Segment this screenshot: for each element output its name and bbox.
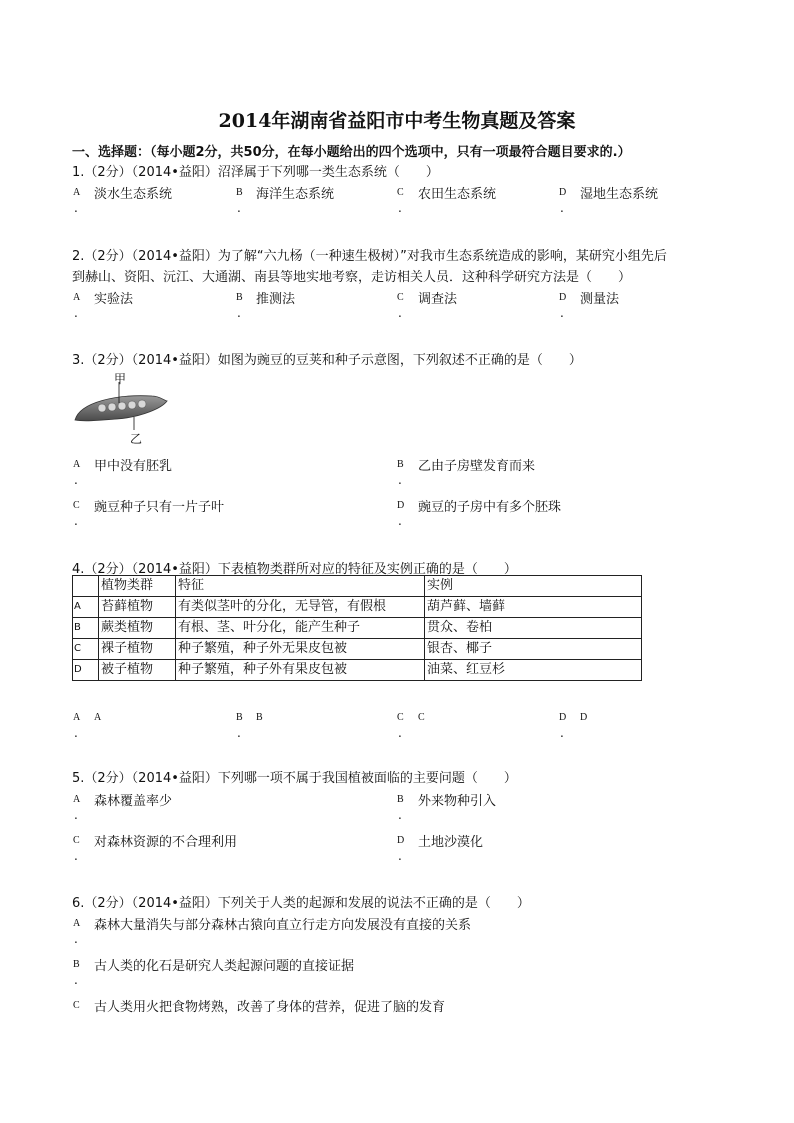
q4-option-c-letter: C bbox=[397, 712, 404, 723]
q6-option-a-letter: A bbox=[73, 918, 81, 929]
page-title: 2014年湖南省益阳市中考生物真题及答案 bbox=[218, 110, 576, 132]
table-header-row bbox=[73, 576, 642, 597]
row-example: 油菜、红豆杉 bbox=[425, 660, 642, 681]
table-header-group: 植物类群 bbox=[99, 576, 176, 597]
q5-option-c-letter: C bbox=[73, 835, 80, 846]
q5-stem: 5.（2分）（2014•益阳）下列哪一项不属于我国植被面临的主要问题（ ） bbox=[72, 771, 517, 786]
q3-option-c: 豌豆种子只有一片子叶 bbox=[94, 500, 225, 515]
row-example: 银杏、椰子 bbox=[425, 639, 642, 660]
q2-option-d-dot: . bbox=[560, 306, 564, 320]
q4-option-c-dot: . bbox=[398, 726, 402, 740]
q2-option-a-dot: . bbox=[74, 306, 78, 320]
q1-option-c: 农田生态系统 bbox=[418, 187, 497, 202]
q5-option-a-letter: A bbox=[73, 794, 81, 805]
q1-option-d: 湿地生态系统 bbox=[580, 187, 659, 202]
q3-option-d-letter: D bbox=[397, 500, 405, 511]
q3-option-b-letter: B bbox=[397, 459, 404, 470]
q5-option-a-dot: . bbox=[74, 808, 78, 822]
q4-option-d-dot: . bbox=[560, 726, 564, 740]
q3-option-a-letter: A bbox=[73, 459, 81, 470]
q6-option-a-dot: . bbox=[74, 932, 78, 946]
q1-option-d-dot: . bbox=[560, 201, 564, 215]
q6-option-c-letter: C bbox=[73, 1000, 80, 1011]
q5-option-d-letter: D bbox=[397, 835, 405, 846]
q5-option-c: 对森林资源的不合理利用 bbox=[94, 835, 238, 850]
section-heading: 一、选择题：（每小题2分，共50分，在每小题给出的四个选项中，只有一项最符合题目要求的.） bbox=[72, 145, 631, 160]
q1-option-b-letter: B bbox=[236, 187, 243, 198]
q4-option-a-dot: . bbox=[74, 726, 78, 740]
row-group: 裸子植物 bbox=[99, 639, 176, 660]
row-feature: 种子繁殖，种子外有果皮包被 bbox=[176, 660, 425, 681]
row-example: 葫芦藓、墙藓 bbox=[425, 597, 642, 618]
table-row bbox=[73, 618, 642, 639]
q4-option-d: D bbox=[580, 712, 588, 723]
q5-option-a: 森林覆盖率少 bbox=[94, 794, 173, 809]
q3-option-d: 豌豆的子房中有多个胚珠 bbox=[418, 500, 562, 515]
table-row bbox=[73, 639, 642, 660]
q1-option-b: 海洋生态系统 bbox=[256, 187, 335, 202]
table-header-feature: 特征 bbox=[176, 576, 425, 597]
q2-option-b-letter: B bbox=[236, 292, 243, 303]
q2-stem-line2: 到赫山、资阳、沅江、大通湖、南县等地实地考察，走访相关人员．这种科学研究方法是（ ） bbox=[72, 270, 632, 285]
q1-option-c-letter: C bbox=[397, 187, 404, 198]
row-example: 贯众、卷柏 bbox=[425, 618, 642, 639]
q1-option-a-letter: A bbox=[73, 187, 81, 198]
q5-option-b: 外来物种引入 bbox=[418, 794, 497, 809]
q4-option-a-letter: A bbox=[73, 712, 81, 723]
q6-option-b-letter: B bbox=[73, 959, 80, 970]
q4-option-a: A bbox=[94, 712, 102, 723]
table-row bbox=[73, 597, 642, 618]
q1-option-a: 淡水生态系统 bbox=[94, 187, 173, 202]
row-feature: 有根、茎、叶分化，能产生种子 bbox=[176, 618, 425, 639]
row-label: B bbox=[73, 618, 99, 639]
q6-option-c: 古人类用火把食物烤熟，改善了身体的营养，促进了脑的发育 bbox=[94, 1000, 446, 1015]
row-feature: 种子繁殖，种子外无果皮包被 bbox=[176, 639, 425, 660]
q4-stem: 4.（2分）（2014•益阳）下表植物类群所对应的特征及实例正确的是（ ） bbox=[72, 562, 517, 577]
table-header-blank bbox=[73, 576, 99, 597]
q6-option-b: 古人类的化石是研究人类起源问题的直接证据 bbox=[94, 959, 355, 974]
q2-option-d: 测量法 bbox=[580, 292, 620, 307]
q2-option-b: 推测法 bbox=[256, 292, 296, 307]
q5-option-b-dot: . bbox=[398, 808, 402, 822]
row-label: C bbox=[73, 639, 99, 660]
row-group: 被子植物 bbox=[99, 660, 176, 681]
q1-stem: 1.（2分）（2014•益阳）沼泽属于下列哪一类生态系统（ ） bbox=[72, 165, 439, 180]
q3-option-b: 乙由子房壁发育而来 bbox=[418, 459, 536, 474]
figure-label-yi: 乙 bbox=[130, 432, 143, 446]
q2-option-a: 实验法 bbox=[94, 292, 134, 307]
q2-option-a-letter: A bbox=[73, 292, 81, 303]
q3-option-c-letter: C bbox=[73, 500, 80, 511]
q6-option-b-dot: . bbox=[74, 973, 78, 987]
plant-groups-table bbox=[72, 575, 642, 681]
row-label: A bbox=[73, 597, 99, 618]
q5-option-d-dot: . bbox=[398, 849, 402, 863]
q2-option-c-letter: C bbox=[397, 292, 404, 303]
q6-option-a: 森林大量消失与部分森林古猿向直立行走方向发展没有直接的关系 bbox=[94, 918, 472, 933]
q3-option-d-dot: . bbox=[398, 514, 402, 528]
q2-option-c: 调查法 bbox=[418, 292, 458, 307]
q1-option-b-dot: . bbox=[237, 201, 241, 215]
q1-option-a-dot: . bbox=[74, 201, 78, 215]
q4-option-b: B bbox=[256, 712, 263, 723]
q5-option-d: 土地沙漠化 bbox=[418, 835, 484, 850]
row-feature: 有类似茎叶的分化，无导管，有假根 bbox=[176, 597, 425, 618]
q4-option-d-letter: D bbox=[559, 712, 567, 723]
q2-stem-line1: 2.（2分）（2014•益阳）为了解“六九杨（一种速生极树）”对我市生态系统造成的影响，某研究小组先后 bbox=[72, 249, 667, 264]
q2-option-c-dot: . bbox=[398, 306, 402, 320]
q3-option-a-dot: . bbox=[74, 473, 78, 487]
figure-label-jia: 甲 bbox=[114, 372, 127, 386]
q1-option-d-letter: D bbox=[559, 187, 567, 198]
q3-stem: 3.（2分）（2014•益阳）如图为豌豆的豆荚和种子示意图，下列叙述不正确的是（ ） bbox=[72, 353, 582, 368]
q4-option-c: C bbox=[418, 712, 425, 723]
table-row bbox=[73, 660, 642, 681]
row-label: D bbox=[73, 660, 99, 681]
row-group: 蕨类植物 bbox=[99, 618, 176, 639]
q3-option-c-dot: . bbox=[74, 514, 78, 528]
q3-option-b-dot: . bbox=[398, 473, 402, 487]
q2-option-d-letter: D bbox=[559, 292, 567, 303]
row-group: 苔藓植物 bbox=[99, 597, 176, 618]
q5-option-b-letter: B bbox=[397, 794, 404, 805]
q5-option-c-dot: . bbox=[74, 849, 78, 863]
table-header-example: 实例 bbox=[425, 576, 642, 597]
q3-option-a: 甲中没有胚乳 bbox=[94, 459, 173, 474]
q6-stem: 6.（2分）（2014•益阳）下列关于人类的起源和发展的说法不正确的是（ ） bbox=[72, 896, 530, 911]
q2-option-b-dot: . bbox=[237, 306, 241, 320]
q1-option-c-dot: . bbox=[398, 201, 402, 215]
q4-option-b-dot: . bbox=[237, 726, 241, 740]
q4-option-b-letter: B bbox=[236, 712, 243, 723]
